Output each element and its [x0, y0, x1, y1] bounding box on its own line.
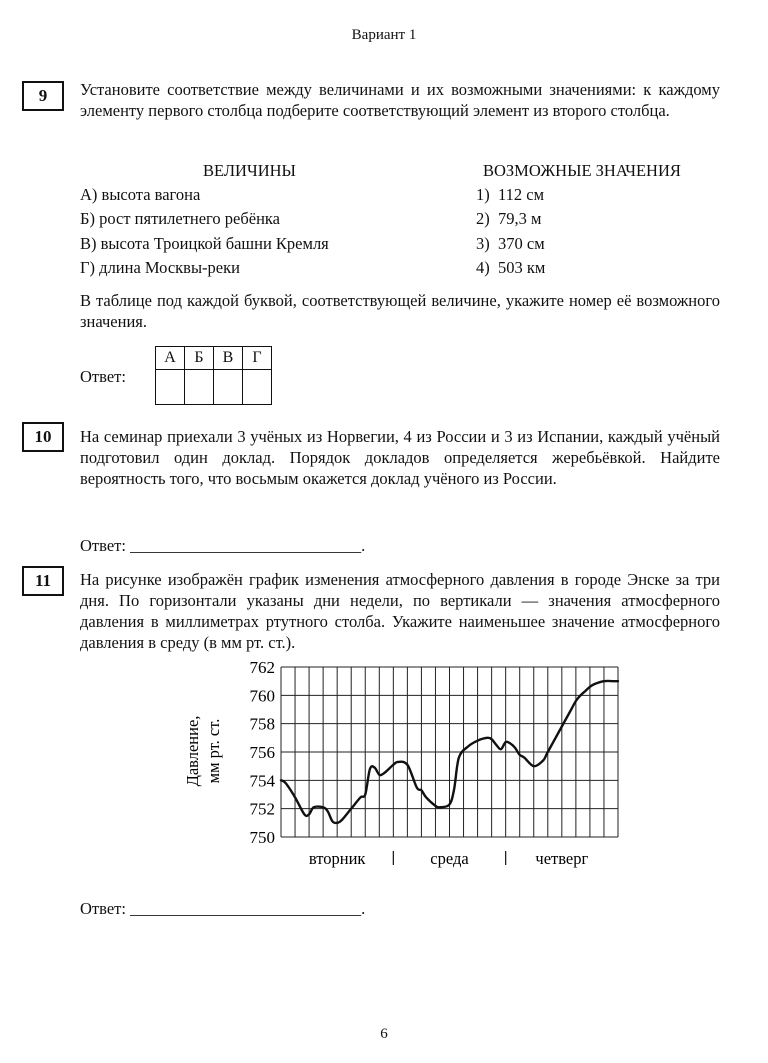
question-11-text: На рисунке изображён график изменения атмосферного давления в городе Энске за три дня. По горизонтали указаны дни недели, по вертикали — значения атмосферного давления в миллиметрах ртутного столба. Укажите наименьшее значение атмосферного давления в среду (в мм рт. ст.). [80, 570, 720, 652]
y-axis-label-line2: мм рт. ст. [204, 718, 223, 784]
answer-cell-b[interactable] [185, 370, 214, 405]
question-10-number: 10 [22, 422, 64, 452]
answer-cell-v[interactable] [214, 370, 243, 405]
x-day-label: четверг [535, 849, 589, 868]
variant-header: Вариант 1 [351, 27, 417, 43]
y-tick-label: 752 [249, 799, 275, 819]
question-9-text: Установите соответствие между величинами и их возможными значениями: к каждому элементу первого столбца подберите соответствующий элемент из второго столбца. [80, 80, 720, 120]
question-10-answer: Ответ: ____________________________. [80, 536, 366, 555]
y-tick-label: 756 [249, 743, 275, 762]
answer-col-a-header: А [156, 347, 185, 370]
left-item-a: А) высота вагона [80, 185, 201, 204]
answer-col-b-header: Б [185, 347, 214, 370]
left-item-g: Г) длина Москвы-реки [80, 258, 240, 277]
y-tick-label: 762 [249, 658, 275, 677]
y-axis-label-line1: Давление, [183, 715, 202, 787]
right-item-3: 3) 370 см [476, 234, 545, 253]
answer-cell-g[interactable] [243, 370, 272, 405]
question-11-answer: Ответ: ____________________________. [80, 899, 366, 918]
y-tick-label: 760 [249, 686, 275, 706]
question-9-instruction: В таблице под каждой буквой, соответствующей величине, укажите номер её возможного значения. [80, 291, 720, 331]
answer-col-v-header: В [214, 347, 243, 370]
right-item-1: 1) 112 см [476, 185, 545, 204]
page-number: 6 [380, 1026, 388, 1042]
right-item-2: 2) 79,3 м [476, 209, 542, 228]
answer-cell-a[interactable] [156, 370, 185, 405]
answer-table [155, 346, 272, 405]
y-tick-label: 758 [249, 714, 275, 734]
question-10-text: На семинар приехали 3 учёных из Норвегии, 4 из России и 3 из Испании, каждый учёный подготовил один доклад. Порядок докладов определяется жеребьёвкой. Найдите вероятность того, что восьмым окажется доклад учёного из России. [80, 427, 720, 488]
x-day-label: вторник [308, 849, 366, 868]
y-tick-label: 754 [249, 771, 275, 791]
y-tick-label: 750 [249, 828, 275, 847]
question-9-answer-label: Ответ: [80, 367, 126, 386]
values-column-header: ВЕЛИЧИНЫ [203, 161, 296, 180]
x-day-label: среда [430, 849, 469, 868]
question-11-number: 11 [22, 566, 64, 596]
pressure-chart [170, 655, 650, 880]
question-9-number: 9 [22, 81, 64, 111]
right-item-4: 4) 503 км [476, 258, 546, 277]
left-item-v: В) высота Троицкой башни Кремля [80, 234, 329, 253]
left-item-b: Б) рост пятилетнего ребёнка [80, 209, 281, 228]
answer-col-g-header: Г [243, 347, 272, 370]
possible-values-column-header: ВОЗМОЖНЫЕ ЗНАЧЕНИЯ [483, 161, 681, 180]
